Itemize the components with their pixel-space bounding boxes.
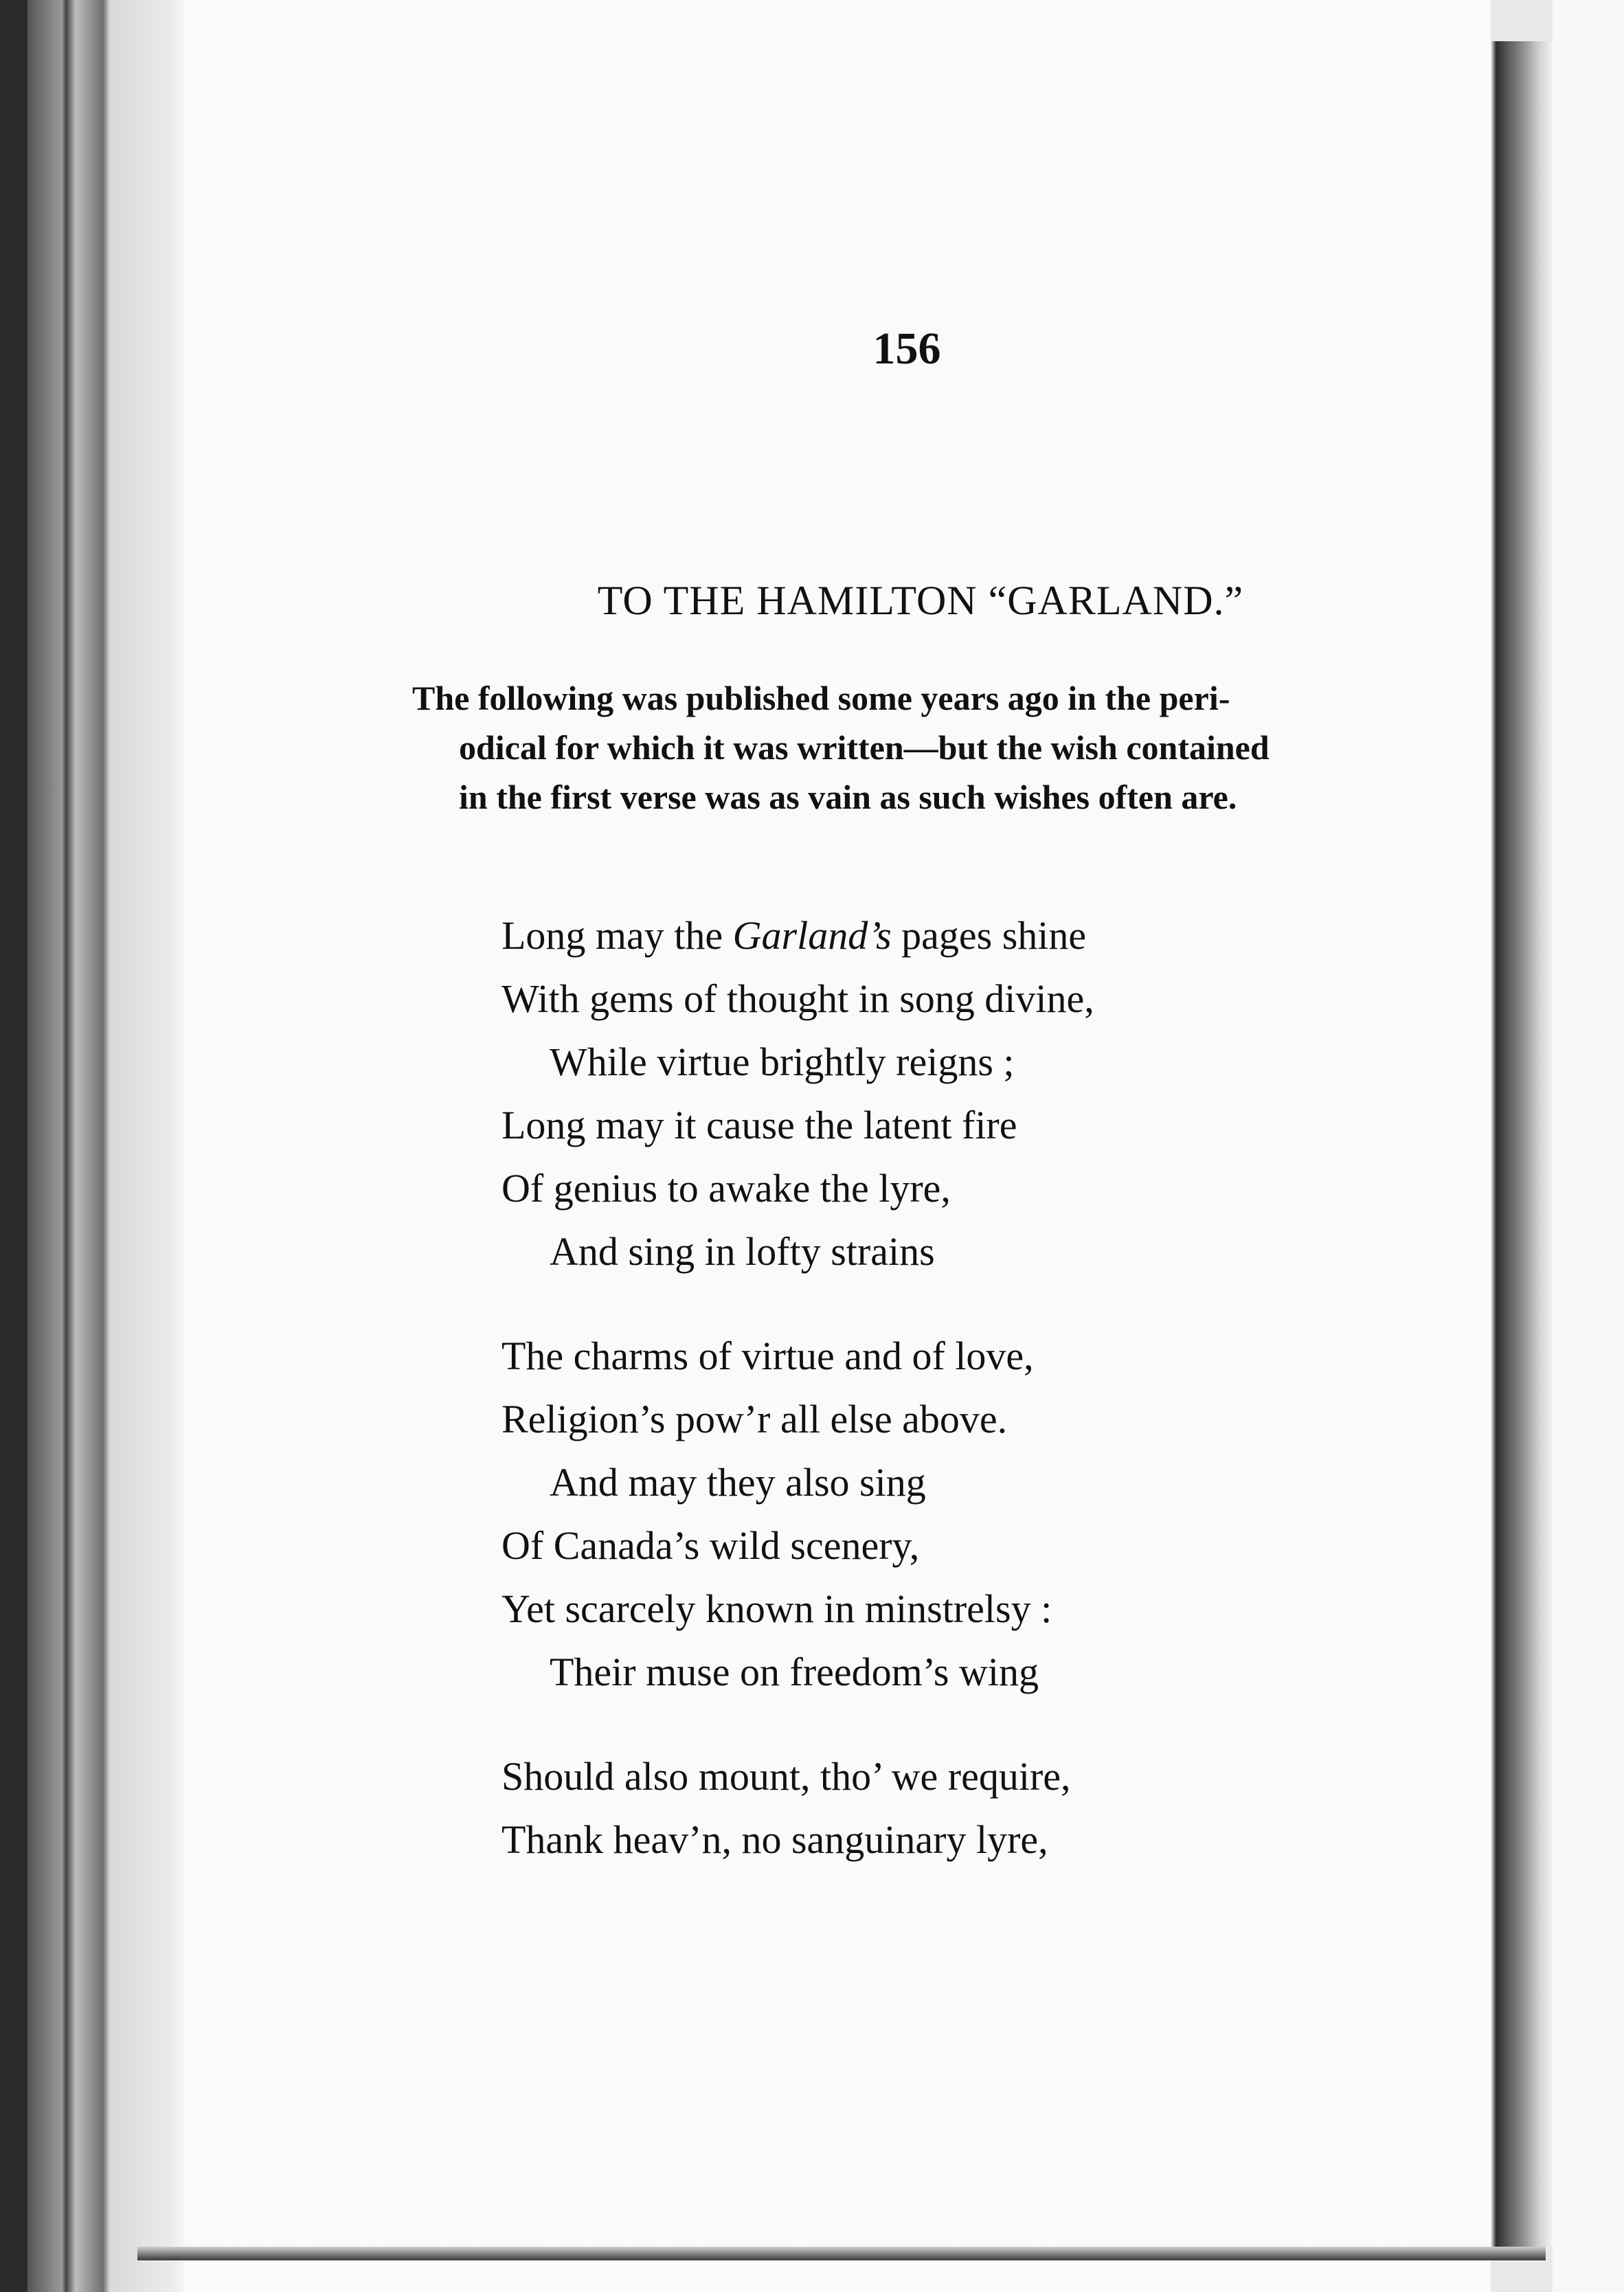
poem-line: Of genius to awake the lyre, — [501, 1166, 951, 1211]
stanza — [501, 904, 1463, 1283]
poem-line-italic: Garland’s — [732, 913, 892, 958]
poem-line: With gems of thought in song divine, — [501, 976, 1094, 1021]
page-number: 156 — [872, 324, 941, 374]
poem-line: The charms of virtue and of love, — [501, 1334, 1034, 1378]
stanza — [501, 1745, 1463, 1872]
headnote-line: in the first verse was as vain as such wishes often are. — [459, 778, 1237, 816]
poem-line: Thank heav’n, no sanguinary lyre, — [501, 1817, 1048, 1862]
poem-line: Their muse on freedom’s wing — [550, 1650, 1039, 1694]
book-spine-edge — [0, 0, 185, 2292]
poem-body — [501, 904, 1463, 1913]
page-bottom-edge — [137, 2247, 1546, 2260]
headnote-line: odical for which it was written—but the wish contained — [459, 728, 1270, 767]
poem-line: And may they also sing — [550, 1460, 926, 1505]
poem-line: Long may it cause the latent fire — [501, 1103, 1017, 1147]
poem-line: Should also mount, tho’ we require, — [501, 1754, 1071, 1799]
facing-page-margin — [1553, 0, 1624, 2292]
poem-line: Yet scarcely known in minstrelsy : — [501, 1586, 1052, 1631]
poem-line-text: Long may the — [501, 913, 733, 958]
poem-title: TO THE HAMILTON “GARLAND.” — [597, 578, 1244, 623]
stanza — [501, 1325, 1463, 1704]
headnote — [412, 673, 1422, 822]
poem-line: And sing in lofty strains — [550, 1229, 935, 1274]
headnote-line: The following was published some years ago in the peri- — [412, 679, 1230, 717]
poem-line-text: pages shine — [891, 913, 1087, 958]
poem-line: Of Canada’s wild scenery, — [501, 1523, 920, 1568]
poem-line — [501, 904, 1463, 967]
poem-line: While virtue brightly reigns ; — [550, 1040, 1015, 1084]
page-right-edge-shadow — [1491, 41, 1553, 2247]
poem-line: Religion’s pow’r all else above. — [501, 1397, 1008, 1441]
